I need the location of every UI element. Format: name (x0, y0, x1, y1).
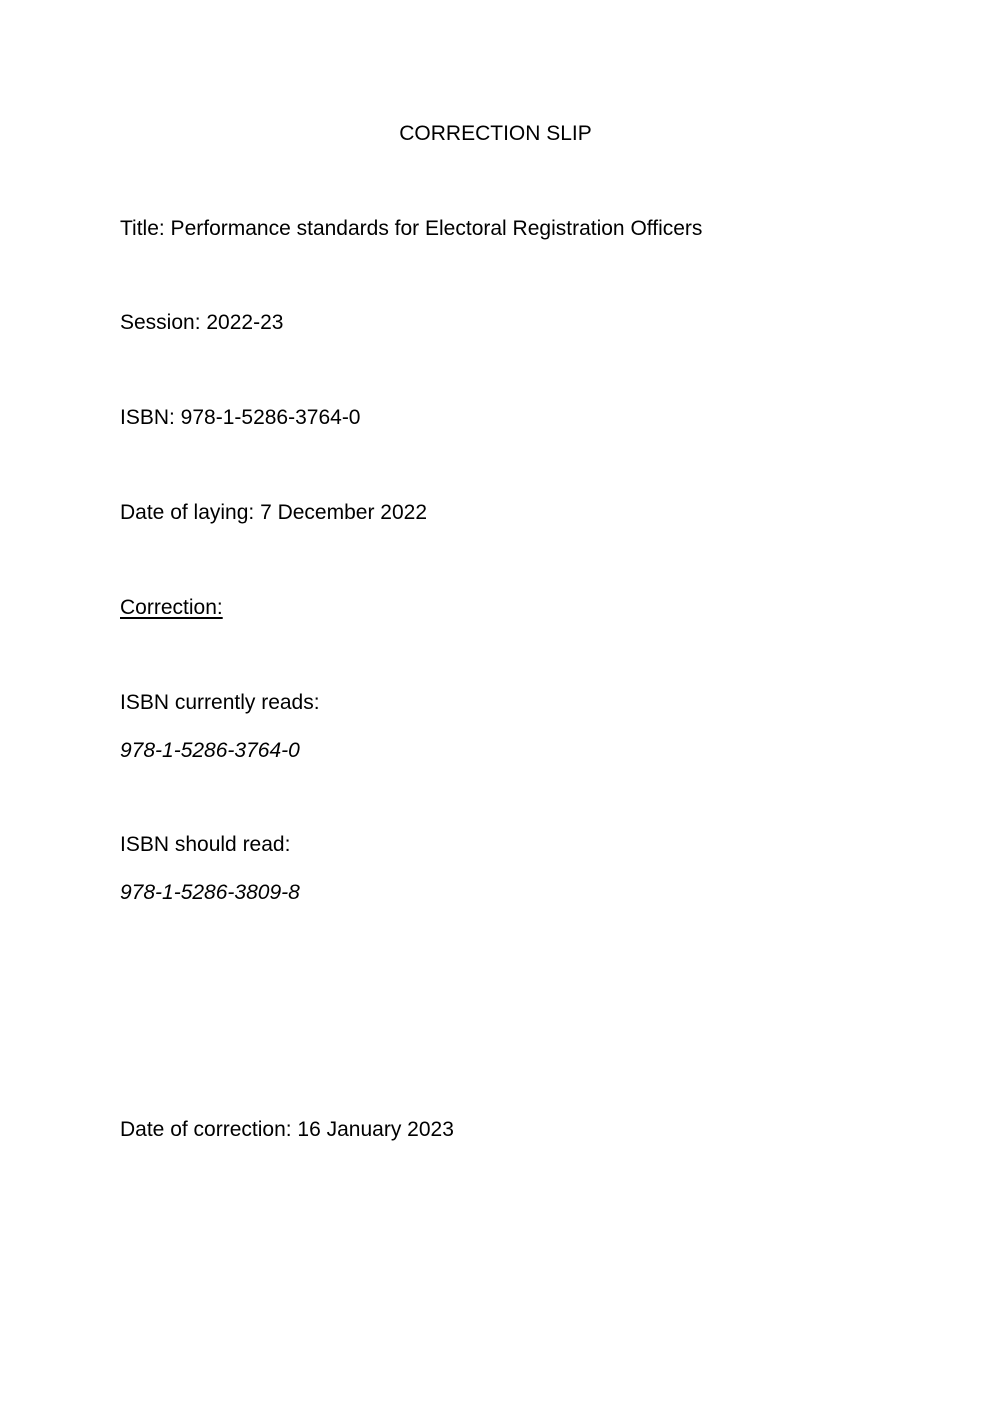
isbn-currently-reads-label: ISBN currently reads: (120, 691, 320, 714)
correction-heading: Correction: (120, 596, 223, 619)
session: Session: 2022-23 (120, 311, 284, 334)
page-heading: CORRECTION SLIP (399, 122, 592, 145)
date-of-correction: Date of correction: 16 January 2023 (120, 1118, 454, 1141)
isbn-should-read-value: 978-1-5286-3809-8 (120, 881, 300, 904)
isbn: ISBN: 978-1-5286-3764-0 (120, 406, 361, 429)
isbn-currently-reads-value: 978-1-5286-3764-0 (120, 739, 300, 762)
date-of-laying: Date of laying: 7 December 2022 (120, 501, 428, 524)
isbn-should-read-label: ISBN should read: (120, 833, 291, 856)
document-title: Title: Performance standards for Electoral Registration Officers (120, 217, 703, 240)
